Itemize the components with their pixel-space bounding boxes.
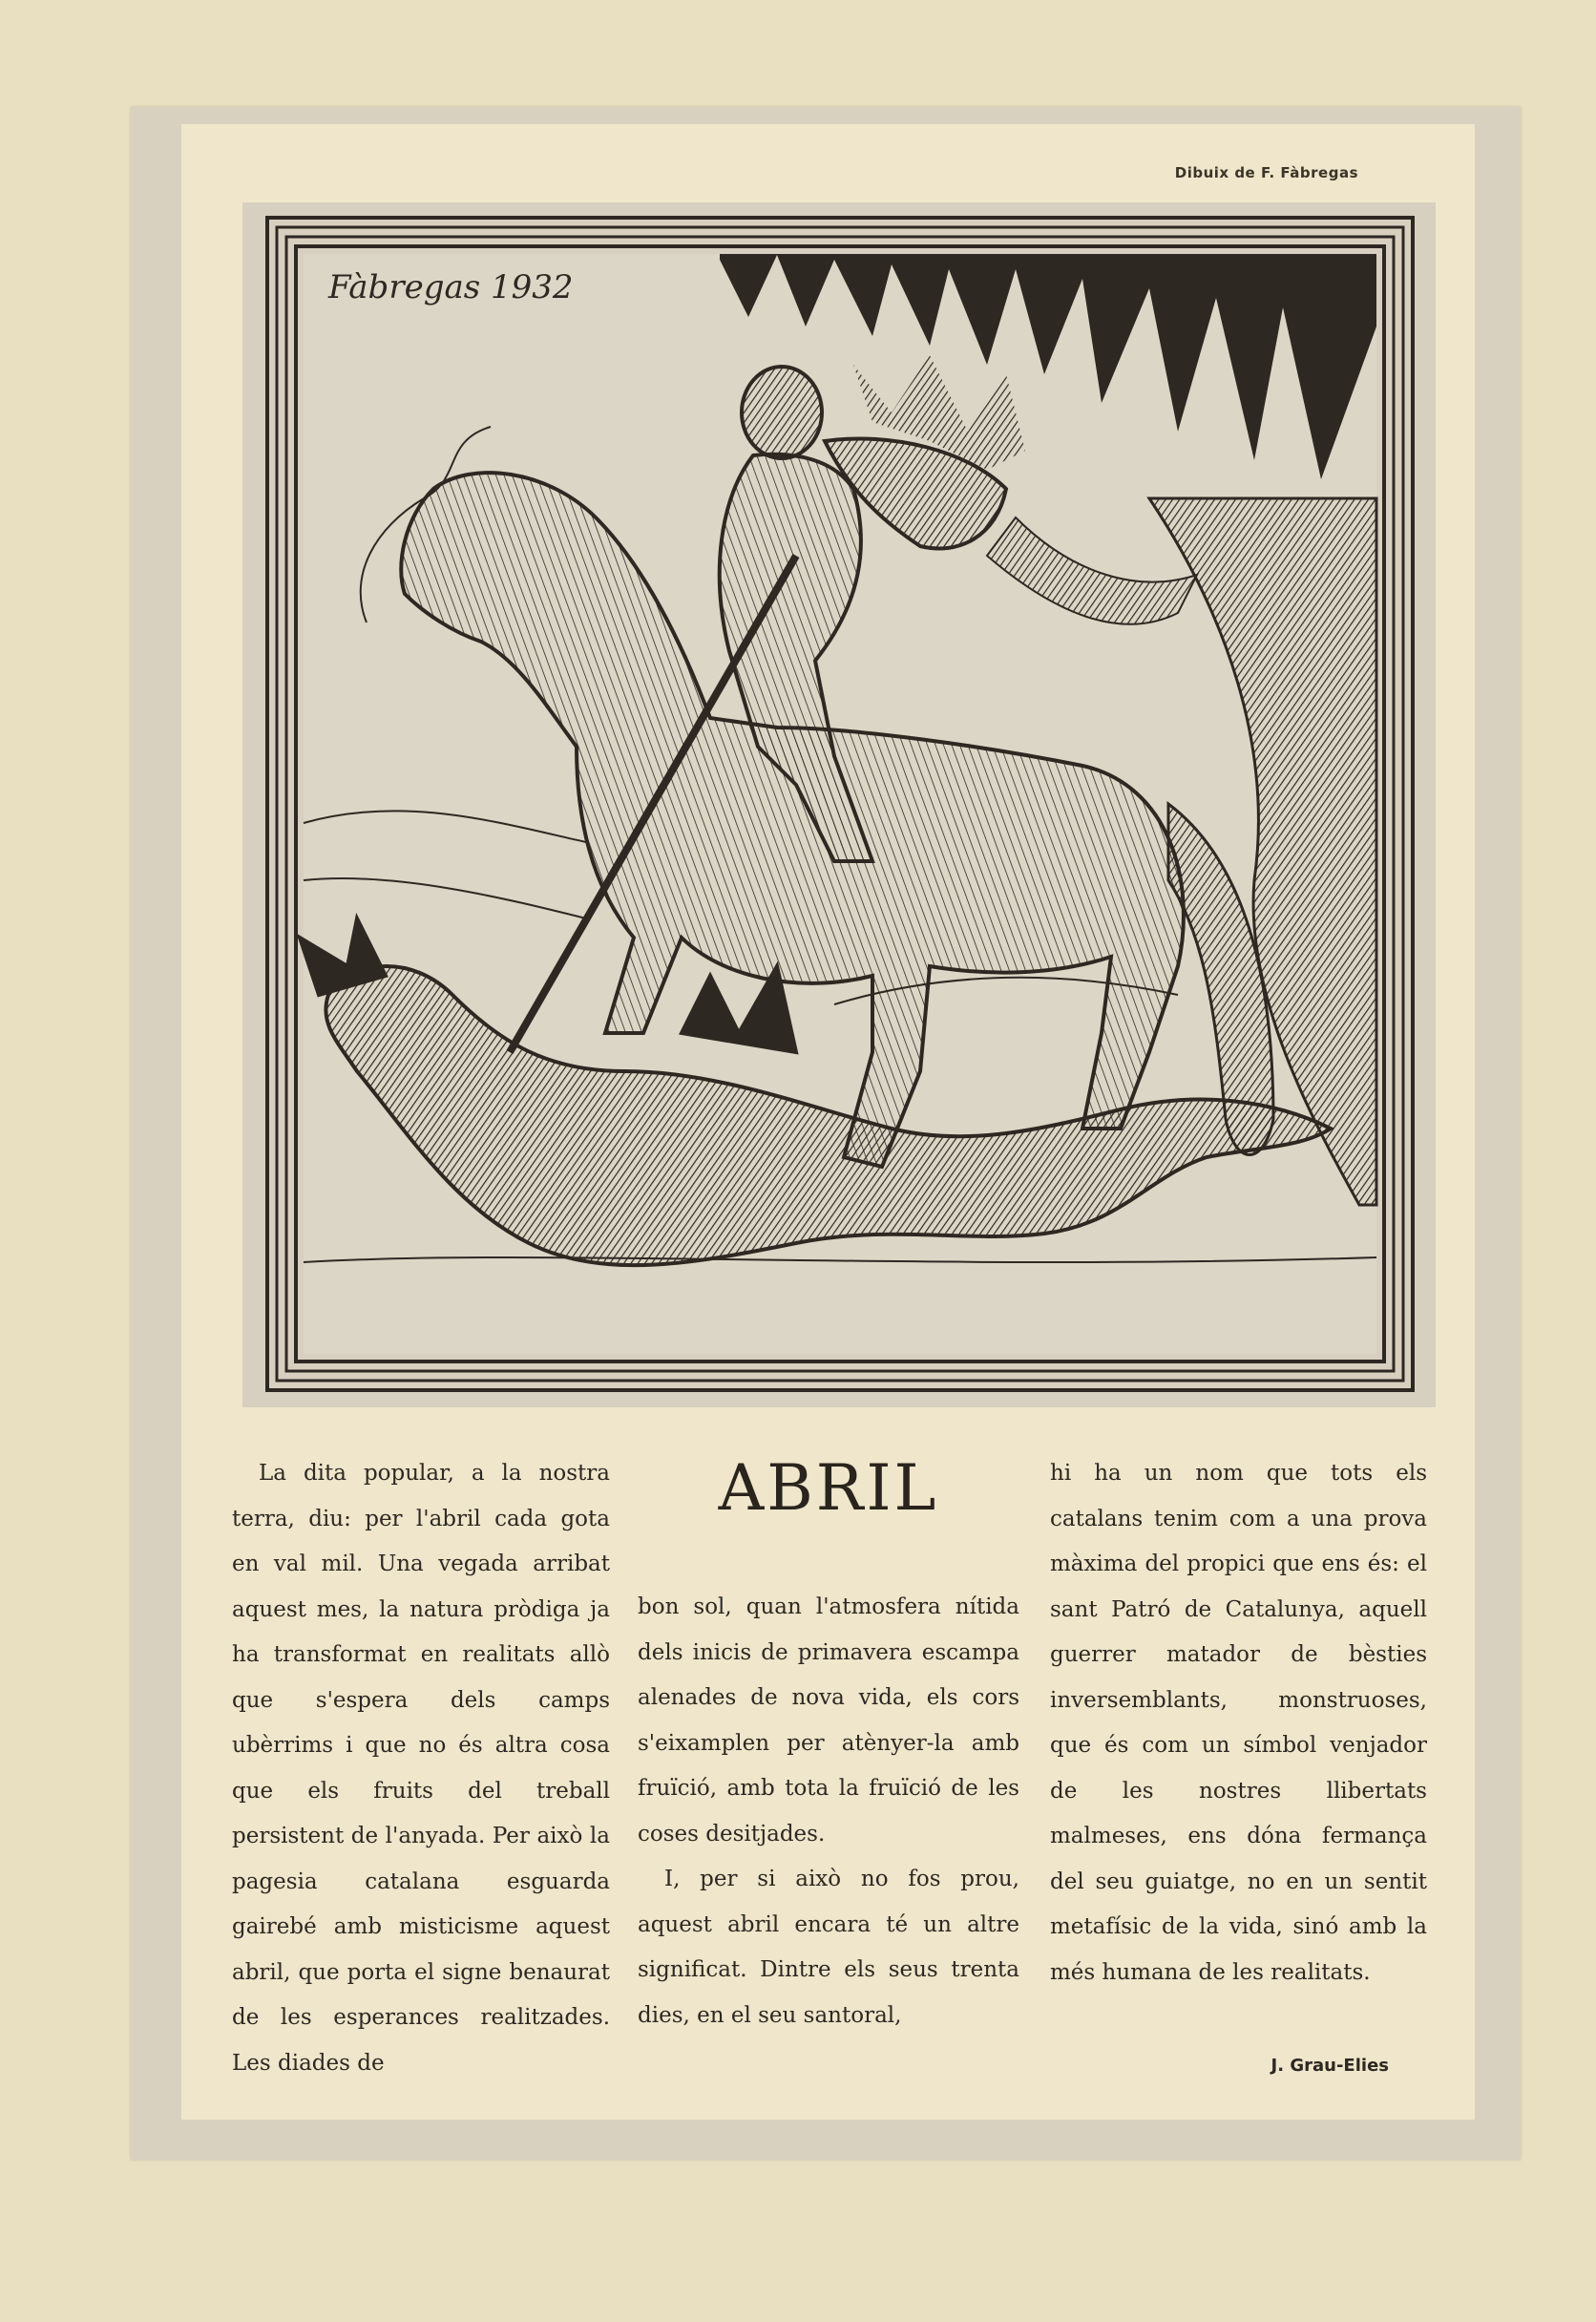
paragraph: La dita popular, a la nostra terra, diu: per l'abril cada gota en val mil. Una vegada arribat aquest mes, la natura pròdiga ja ha transformat en realitats allò que s'espera dels camps ubèrrims i que no és altra cosa que els fruits del treball persistent de l'anyada. Per això la pagesia catalana esguarda gairebé amb misticisme aquest abril, que porta el signe benaurat de les esperances realitzades. Les diades de <box>232 1461 610 2076</box>
article-column-2 <box>638 1585 1019 2038</box>
paragraph: I, per si això no fos prou, aquest abril encara té un altre significat. Dintre els seus trenta dies, en el seu santoral, <box>638 1867 1019 2028</box>
paragraph: bon sol, quan l'atmosfera nítida dels inicis de primavera escampa alenades de nova vida, els cors s'eixamplen per atènyer-la amb fruïció, amb tota la fruïció de les coses desitjades. <box>638 1594 1019 1847</box>
illustration-credit: Dibuix de F. Fàbregas <box>1174 164 1358 181</box>
article-title: ABRIL <box>718 1451 939 1525</box>
illustration-plate <box>242 202 1436 1407</box>
saint-george-illustration <box>262 212 1418 1396</box>
author-signature: J. Grau-Elies <box>1270 2056 1389 2076</box>
artist-signature: Fàbregas 1932 <box>328 268 574 306</box>
article-column-1 <box>232 1451 610 2086</box>
article-column-3 <box>1050 1451 1427 1995</box>
paragraph: hi ha un nom que tots els catalans tenim com a una prova màxima del propici que ens és: el sant Patró de Catalunya, aquell guerrer matador de bèsties inversemblants, monstruoses, que és com un símbol venjador de les nostres llibertats malmeses, ens dóna fermança del seu guiatge, no en un sentit metafísic de la vida, sinó amb la més humana de les realitats. <box>1050 1461 1427 1985</box>
page <box>181 124 1475 2120</box>
